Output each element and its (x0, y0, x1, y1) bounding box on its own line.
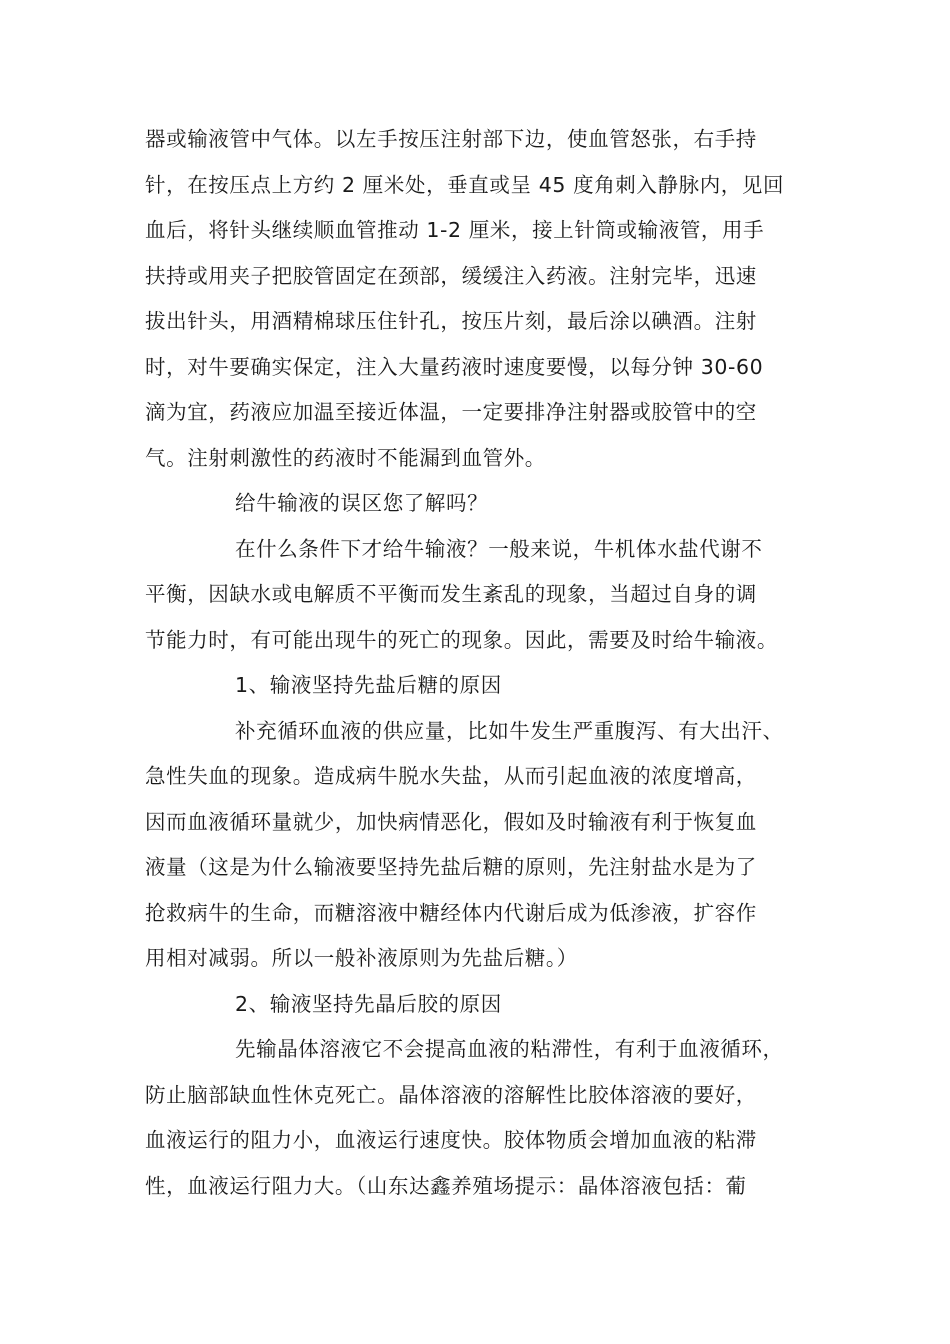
text-line: 防止脑部缺血性休克死亡。晶体溶液的溶解性比胶体溶液的要好， (145, 1082, 757, 1107)
document-body (145, 117, 815, 1209)
paragraph-start: 补充循环血液的供应量，比如牛发生严重腹泻、有大出汗、 (235, 718, 784, 743)
text-line: 滴为宜，药液应加温至接近体温，一定要排净注射器或胶管中的空 (145, 400, 757, 424)
text-line: 液量（这是为什么输液要坚持先盐后糖的原则，先注射盐水是为了 (145, 855, 757, 879)
text-line: 平衡，因缺水或电解质不平衡而发生紊乱的现象，当超过自身的调 (145, 582, 757, 606)
text-line: 气。注射刺激性的药液时不能漏到血管外。 (145, 445, 546, 470)
paragraph-start: 在什么条件下才给牛输液？一般来说，牛机体水盐代谢不 (235, 536, 763, 561)
section-heading: 1、输液坚持先盐后糖的原因 (235, 673, 502, 697)
text-line: 血液运行的阻力小，血液运行速度快。胶体物质会增加血液的粘滞 (145, 1128, 757, 1152)
paragraph-start: 先输晶体溶液它不会提高血液的粘滞性，有利于血液循环， (235, 1037, 784, 1061)
text-line: 用相对减弱。所以一般补液原则为先盐后糖。） (145, 946, 578, 970)
text-line: 节能力时，有可能出现牛的死亡的现象。因此，需要及时给牛输液。 (145, 627, 778, 652)
text-line: 器或输液管中气体。以左手按压注射部下边，使血管怒张，右手持 (145, 127, 757, 151)
text-line: 急性失血的现象。造成病牛脱水失盐，从而引起血液的浓度增高， (145, 764, 757, 788)
section-heading: 2、输液坚持先晶后胶的原因 (235, 991, 502, 1016)
text-line: 因而血液循环量就少，加快病情恶化，假如及时输液有利于恢复血 (145, 809, 757, 834)
text-line: 性，血液运行阻力大。（山东达鑫养殖场提示：晶体溶液包括：葡 (145, 1173, 747, 1198)
section-heading: 给牛输液的误区您了解吗？ (235, 491, 489, 515)
text-line: 抢救病牛的生命，而糖溶液中糖经体内代谢后成为低渗液，扩容作 (145, 900, 757, 925)
text-line: 扶持或用夹子把胶管固定在颈部，缓缓注入药液。注射完毕，迅速 (145, 263, 757, 288)
text-line: 血后，将针头继续顺血管推动 1-2 厘米，接上针筒或输液管，用手 (145, 218, 765, 242)
text-line: 针，在按压点上方约 2 厘米处，垂直或呈 45 度角刺入静脉内，见回 (145, 172, 785, 197)
text-line: 拔出针头，用酒精棉球压住针孔，按压片刻，最后涂以碘酒。注射 (145, 309, 757, 333)
text-line: 时，对牛要确实保定，注入大量药液时速度要慢，以每分钟 30-60 (145, 354, 764, 379)
